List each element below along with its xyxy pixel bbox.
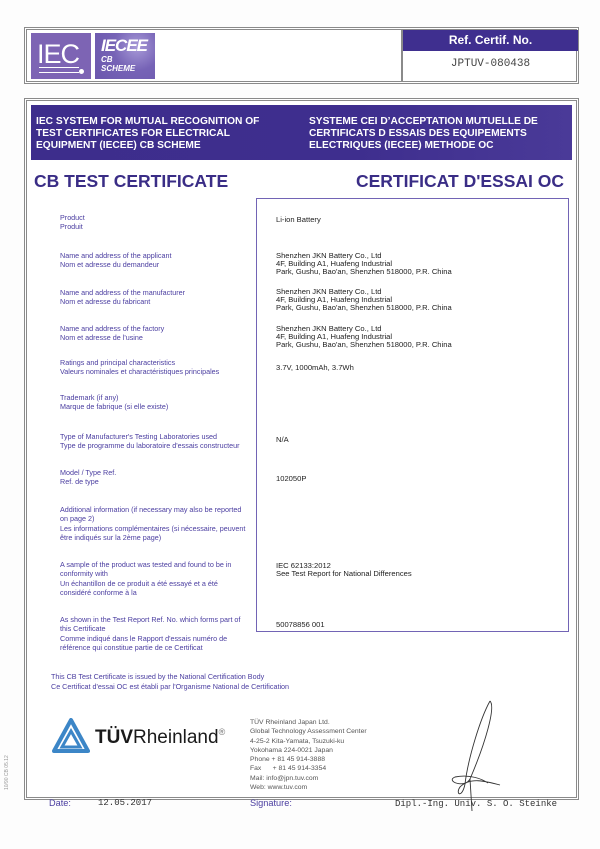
iecee-logo-title: IECEE xyxy=(101,36,148,55)
tuv-rheinland-wordmark: TÜVRheinland® xyxy=(95,727,226,748)
scheme-banner-english: IEC SYSTEM FOR MUTUAL RECOGNITION OF TEST CERTIFICATES FOR ELECTRICAL EQUIPMENT (IECEE) CB SCHEME xyxy=(36,116,260,151)
value-ratings: 3.7V, 1000mAh, 3.7Wh xyxy=(276,363,354,372)
label-additional-info: Additional information (if necessary may also be reported on page 2) Les informations complémentaires (si nécessaire, peuvent être indiqués sur la 2ème page) xyxy=(60,505,246,542)
value-product: Li-ion Battery xyxy=(276,215,321,224)
iec-logo-lines-icon xyxy=(39,67,79,73)
certificate-title-french: CERTIFICAT D'ESSAI OC xyxy=(355,171,564,191)
certificate-body xyxy=(24,98,579,809)
issued-by-statement xyxy=(51,672,289,691)
value-model: 102050P xyxy=(276,474,307,483)
header-frame xyxy=(24,27,579,84)
label-ratings: Ratings and principal characteristics Valeurs nominales et charactéristiques principales xyxy=(60,358,220,377)
iecee-logo-scheme: SCHEME xyxy=(101,64,136,73)
label-trademark: Trademark (if any) Marque de fabrique (si elle existe) xyxy=(60,393,169,412)
tuv-triangle-icon xyxy=(52,718,90,754)
label-manufacturer: Name and address of the manufacturer Nom et adresse du fabricant xyxy=(60,288,186,307)
scheme-banner xyxy=(31,105,572,160)
label-test-report: As shown in the Test Report Ref. No. which forms part of this Certificate Comme indiqué dans le Rapport d'essais numéro de référence qui constitue partie de ce Certificat xyxy=(60,615,241,652)
form-code: 10/90 CB 05.12 xyxy=(4,755,10,790)
label-conformity: A sample of the product was tested and found to be in conformity with Un échantillon de ce produit a été essayé et a été considéré conforme à la xyxy=(60,560,232,597)
signer-name: Dipl.-Ing. Univ. S. O. Steinke xyxy=(395,799,558,809)
value-manufacturer: Shenzhen JKN Battery Co., Ltd 4F, Building A1, Huafeng Industrial Park, Gushu, Bao'an, Shenzhen 518000, P.R. China xyxy=(276,287,452,312)
iec-logo xyxy=(31,33,91,79)
iecee-logo-subtitle xyxy=(101,55,135,73)
issued-by-english: This CB Test Certificate is issued by the National Certification Body xyxy=(51,672,265,681)
value-factory: Shenzhen JKN Battery Co., Ltd 4F, Building A1, Huafeng Industrial Park, Gushu, Bao'an, Shenzhen 518000, P.R. China xyxy=(276,324,452,349)
issued-by-french: Ce Certificat d'essai OC est établi par l'Organisme National de Certification xyxy=(51,681,290,691)
certificate-title-english: CB TEST CERTIFICATE xyxy=(34,171,229,191)
label-lab-type: Type of Manufacturer's Testing Laboratories used Type de programme du laboratoire d'essais constructeur xyxy=(60,432,240,451)
iecee-logo-cb: CB xyxy=(101,55,113,64)
ref-certif-label: Ref. Certif. No. xyxy=(403,30,578,51)
reference-box xyxy=(401,30,578,81)
label-applicant: Name and address of the applicant Nom et adresse du demandeur xyxy=(60,251,172,270)
label-model: Model / Type Ref. Ref. de type xyxy=(60,468,117,487)
issuer-address: TÜV Rheinland Japan Ltd. Global Technology Assessment Center 4-25-2 Kita-Yamata, Tsuzuki-ku Yokohama 224-0021 Japan Phone + 81 45 914-3888 Fax + 81 45 914-3354 Mail: info@jpn.tuv.com Web: www.tuv.com xyxy=(250,719,367,792)
ref-certif-number: JPTUV-080438 xyxy=(450,58,531,70)
label-product: Product Produit xyxy=(60,213,85,232)
value-conformity: IEC 62133:2012 See Test Report for National Differences xyxy=(276,561,412,578)
label-factory: Name and address of the factory Nom et adresse de l'usine xyxy=(60,324,165,343)
date-label: Date: xyxy=(49,798,71,808)
value-test-report: 50078856 001 xyxy=(276,620,325,629)
iec-logo-dot-icon xyxy=(79,69,84,74)
value-applicant: Shenzhen JKN Battery Co., Ltd 4F, Building A1, Huafeng Industrial Park, Gushu, Bao'an, Shenzhen 518000, P.R. China xyxy=(276,251,452,276)
scheme-banner-french: SYSTEME CEI D’ACCEPTATION MUTUELLE DE CERTIFICATS D ESSAIS DES EQUIPEMENTS ELECTRIQUES (IECEE) METHODE OC xyxy=(309,116,538,151)
value-lab-type: N/A xyxy=(276,435,289,444)
iecee-cb-scheme-logo xyxy=(95,33,155,79)
signature-label: Signature: xyxy=(250,798,292,808)
date-value: 12.05.2017 xyxy=(98,798,153,808)
iec-logo-text: IEC xyxy=(37,39,80,69)
